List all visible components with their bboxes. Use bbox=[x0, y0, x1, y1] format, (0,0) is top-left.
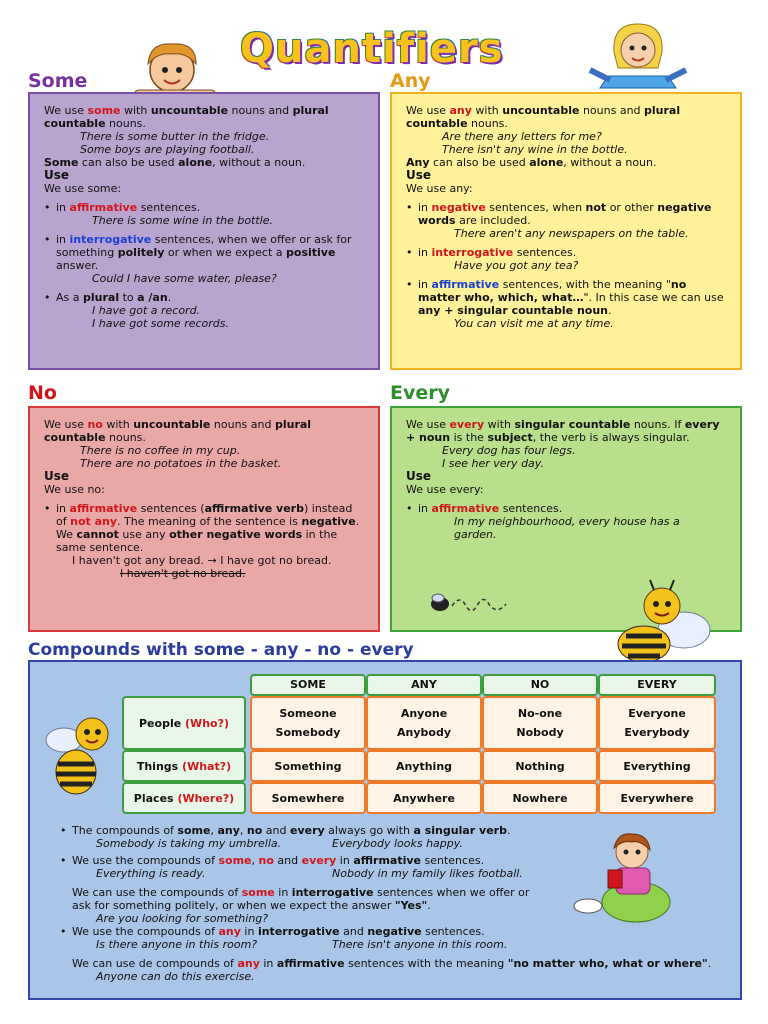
any-alone: Any can also be used alone, without a noun. bbox=[406, 156, 657, 169]
no-example: There are no potatoes in the basket. bbox=[80, 457, 282, 470]
table-cell: Everywhere bbox=[598, 782, 716, 814]
some-bullet: • in affirmative sentences. There is some wine in the bottle. bbox=[44, 201, 364, 227]
any-example: Are there any letters for me? bbox=[442, 130, 602, 143]
every-example: Every dog has four legs. bbox=[442, 444, 576, 457]
column-header-some: SOME bbox=[250, 674, 366, 696]
every-intro: We use every with singular countable nouns. If every + noun is the subject, the verb is always singular. bbox=[406, 418, 720, 444]
table-cell: Anywhere bbox=[366, 782, 482, 814]
no-wrong-example: I haven't got no bread. bbox=[120, 567, 246, 580]
note-item: We can use de compounds of any in affirmative sentences with the meaning "no matter who, what or where". bbox=[72, 957, 712, 970]
any-we-use: We use any: bbox=[406, 182, 473, 195]
any-bullet: • in negative sentences, when not or other negative words are included. There aren't any newspapers on the table. bbox=[406, 201, 726, 240]
no-box bbox=[28, 406, 380, 632]
girl-reading-illustration bbox=[582, 18, 692, 94]
row-label-places: Places (Where?) bbox=[122, 782, 246, 814]
no-we-use: We use no: bbox=[44, 483, 105, 496]
some-use-label: Use bbox=[44, 168, 70, 182]
column-header-any: ANY bbox=[366, 674, 482, 696]
some-example: Some boys are playing football. bbox=[80, 143, 255, 156]
girl-on-beanbag-illustration bbox=[570, 830, 680, 926]
every-we-use: We use every: bbox=[406, 483, 484, 496]
compounds-heading: Compounds with some - any - no - every bbox=[28, 640, 414, 660]
any-use-label: Use bbox=[406, 168, 432, 182]
note-item: • The compounds of some, any, no and every always go with a singular verb. bbox=[58, 824, 718, 837]
note-item: • We use the compounds of some, no and every in affirmative sentences. bbox=[58, 854, 718, 867]
table-cell: Someone Somebody bbox=[250, 696, 366, 750]
any-intro: We use any with uncountable nouns and plural countable nouns. bbox=[406, 104, 681, 130]
row-label-people: People (Who?) bbox=[122, 696, 246, 750]
no-example: There is no coffee in my cup. bbox=[80, 444, 241, 457]
some-bullet: • As a plural to a /an. I have got a record. I have got some records. bbox=[44, 291, 364, 330]
some-box bbox=[28, 92, 380, 370]
any-example: There isn't any wine in the bottle. bbox=[442, 143, 628, 156]
table-cell: Nowhere bbox=[482, 782, 598, 814]
any-bullet: • in affirmative sentences, with the meaning "no matter who, which, what…". In this case we can use any + singular countable noun. You can visit me at any time. bbox=[406, 278, 726, 330]
some-bullet: • in interrogative sentences, when we offer or ask for something politely or when we expect a positive answer. Could I have some water, please? bbox=[44, 233, 364, 285]
no-heading: No bbox=[28, 382, 57, 404]
some-we-use: We use some: bbox=[44, 182, 122, 195]
note-item: • We use the compounds of any in interrogative and negative sentences. bbox=[58, 925, 718, 938]
flying-bee-illustration bbox=[428, 588, 524, 618]
table-cell: Anyone Anybody bbox=[366, 696, 482, 750]
no-bullet: • in affirmative sentences (affirmative verb) instead of not any. The meaning of the sentence is negative. We cannot use any other negative words in the same sentence. I haven't got any bread. → I have got no bread. I haven't got no bread. bbox=[44, 502, 364, 580]
every-example: I see her very day. bbox=[442, 457, 544, 470]
some-example: There is some butter in the fridge. bbox=[80, 130, 270, 143]
table-cell: Anything bbox=[366, 750, 482, 782]
no-intro: We use no with uncountable nouns and plural countable nouns. bbox=[44, 418, 312, 444]
every-heading: Every bbox=[390, 382, 451, 404]
bee-left-illustration bbox=[40, 708, 124, 804]
no-use-label: Use bbox=[44, 469, 70, 483]
table-cell: Somewhere bbox=[250, 782, 366, 814]
note-item: We can use the compounds of some in interrogative sentences when we offer or ask for something politely, or when we expect the answer "Yes". bbox=[72, 886, 530, 912]
table-cell: Nothing bbox=[482, 750, 598, 782]
column-header-every: EVERY bbox=[598, 674, 716, 696]
some-intro: We use some with uncountable nouns and plural countable nouns. bbox=[44, 104, 329, 130]
page-title: Quantifiers bbox=[240, 26, 504, 72]
table-cell: Something bbox=[250, 750, 366, 782]
some-alone: Some can also be used alone, without a noun. bbox=[44, 156, 306, 169]
column-header-no: NO bbox=[482, 674, 598, 696]
some-heading: Some bbox=[28, 70, 88, 92]
every-use-label: Use bbox=[406, 469, 432, 483]
row-label-things: Things (What?) bbox=[122, 750, 246, 782]
table-cell: No-one Nobody bbox=[482, 696, 598, 750]
any-heading: Any bbox=[390, 70, 431, 92]
compound-notes: • The compounds of some, any, no and every always go with a singular verb. Somebody is taking my umbrella. Everybody looks happy. • We use the compounds of some, no and every in affirmative sentences. Everything is ready. Nobody in my family likes football. We can use the compounds of some in interrogative sentences when we offer or ask for something politely, or when we expect the answer "Yes". Are you looking for something? • We use the compounds of any in interrogative and negative sentences. Is there anyone in this room? There isn't anyone in this room. We can use de compounds of any in affirmative sentences with the meaning "no matter who, what or where". Anyone can do this exercise. bbox=[58, 824, 718, 983]
every-bullet: • in affirmative sentences. In my neighbourhood, every house has a garden. bbox=[406, 502, 726, 541]
table-cell: Everything bbox=[598, 750, 716, 782]
table-cell: Everyone Everybody bbox=[598, 696, 716, 750]
any-box bbox=[390, 92, 742, 370]
any-bullet: • in interrogative sentences. Have you got any tea? bbox=[406, 246, 726, 272]
